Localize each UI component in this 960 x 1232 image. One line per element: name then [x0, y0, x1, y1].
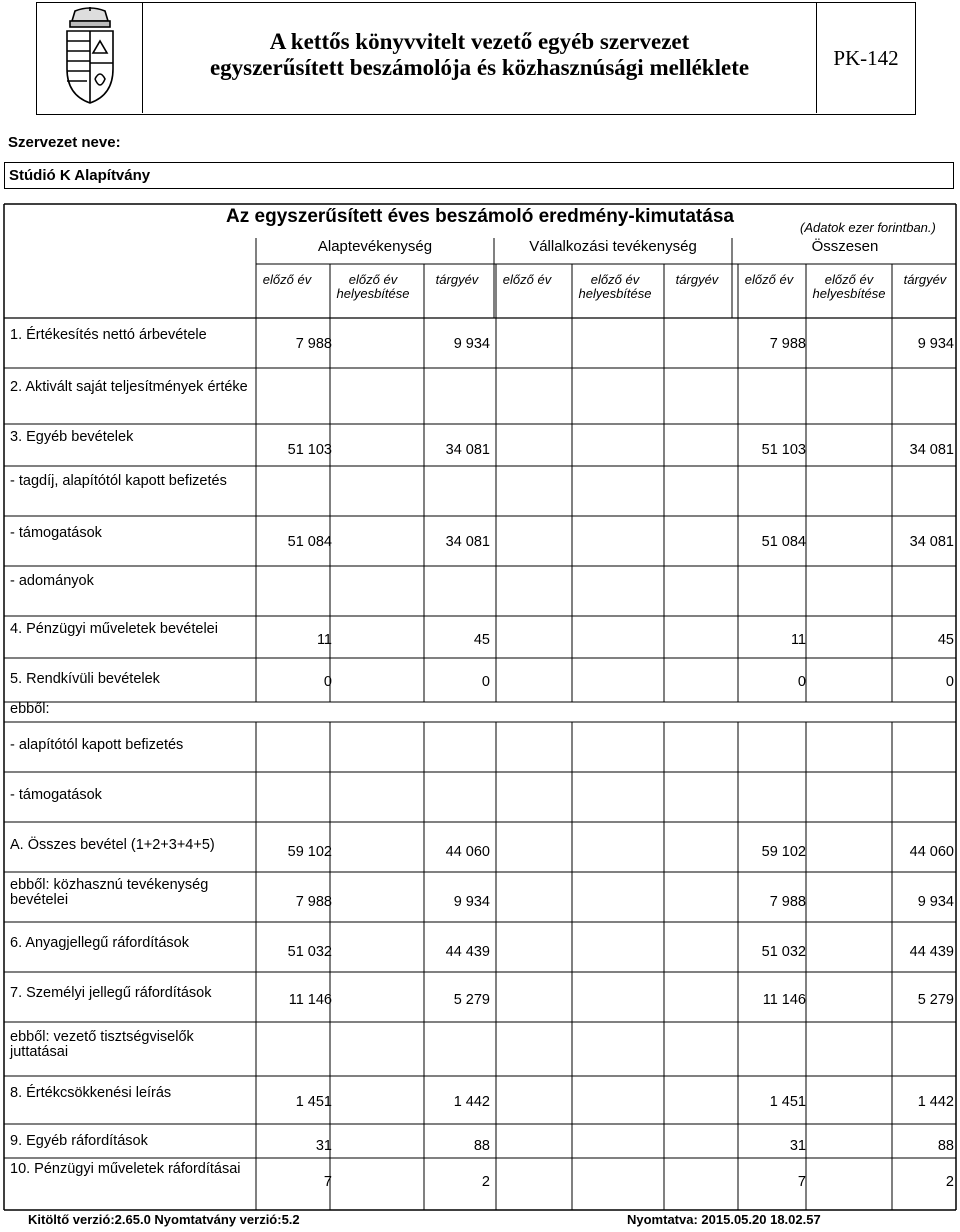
row-value: 5 279: [917, 992, 954, 1008]
row-value: 51 084: [761, 534, 806, 550]
row-value: 34 081: [445, 534, 490, 550]
row-value: 1 451: [769, 1094, 806, 1110]
col-business-curr: tárgyév: [675, 272, 719, 287]
row-label: 4. Pénzügyi műveletek bevételei: [10, 621, 218, 637]
row-value: 1 442: [917, 1094, 954, 1110]
col-total-curr: tárgyév: [903, 272, 947, 287]
footer-version: Kitöltő verzió:2.65.0 Nyomtatvány verzió:5.2: [28, 1212, 300, 1227]
row-value: 88: [473, 1138, 490, 1154]
row-value: 59 102: [761, 844, 806, 860]
col-business-adj-line1: előző év: [590, 272, 640, 287]
row-value: 1 451: [295, 1094, 332, 1110]
col-business-adj-line2: helyesbítése: [578, 286, 652, 301]
row-label: A. Összes bevétel (1+2+3+4+5): [10, 837, 215, 853]
row-label: 10. Pénzügyi műveletek ráfordításai: [10, 1161, 241, 1177]
row-value: 7: [323, 1174, 332, 1190]
row-value: 11 146: [288, 992, 332, 1008]
group-basic: Alaptevékenység: [317, 238, 433, 255]
row-value: 34 081: [909, 534, 954, 550]
row-value: 51 032: [761, 944, 806, 960]
row-value: 34 081: [909, 442, 954, 458]
col-total-adj: [806, 273, 892, 301]
row-value: 9 934: [917, 894, 954, 910]
row-label: 1. Értékesítés nettó árbevétele: [10, 327, 207, 343]
row-label: - adományok: [10, 573, 94, 589]
row-label: 8. Értékcsökkenési leírás: [10, 1085, 172, 1101]
col-total-adj-line2: helyesbítése: [812, 286, 886, 301]
row-value: 5 279: [453, 992, 490, 1008]
report-title: Az egyszerűsített éves beszámoló eredmény-kimutatása: [226, 206, 734, 227]
row-value: 0: [481, 674, 490, 690]
col-business-adj: [572, 273, 658, 301]
row-value: 11: [790, 632, 806, 648]
row-label: ebből:: [10, 701, 50, 717]
footer-printed: Nyomtatva: 2015.05.20 18.02.57: [627, 1212, 821, 1227]
form-title-line2: egyszerűsített beszámolója és közhasznúsági melléklete: [209, 55, 750, 80]
row-value: 51 103: [287, 442, 332, 458]
col-total-adj-line1: előző év: [824, 272, 874, 287]
row-value: 7: [797, 1174, 806, 1190]
row-value: 9 934: [917, 336, 954, 352]
row-value: 0: [945, 674, 954, 690]
group-business: Vállalkozási tevékenység: [529, 238, 697, 255]
col-basic-adj: [330, 273, 416, 301]
row-value: 34 081: [445, 442, 490, 458]
row-value: 31: [789, 1138, 806, 1154]
row-value: 7 988: [769, 894, 806, 910]
col-basic-adj-line2: helyesbítése: [336, 286, 410, 301]
row-value: 88: [937, 1138, 954, 1154]
row-value: 51 032: [287, 944, 332, 960]
row-value: 2: [945, 1174, 954, 1190]
row-value: 11 146: [762, 992, 806, 1008]
row-label: 5. Rendkívüli bevételek: [10, 671, 160, 687]
row-label: - tagdíj, alapítótól kapott befizetés: [10, 473, 227, 489]
row-value: 44 060: [909, 844, 954, 860]
row-label: 3. Egyéb bevételek: [10, 429, 134, 445]
row-label: 6. Anyagjellegű ráfordítások: [10, 935, 189, 951]
row-label: 2. Aktivált saját teljesítmények értéke: [10, 379, 248, 395]
report-unit: (Adatok ezer forintban.): [800, 220, 936, 235]
row-value: 51 084: [287, 534, 332, 550]
row-value: 45: [937, 632, 954, 648]
row-value: 45: [473, 632, 490, 648]
row-value: 11: [316, 632, 332, 648]
row-label: - támogatások: [10, 787, 102, 803]
row-value: 0: [797, 674, 806, 690]
row-value: 1 442: [453, 1094, 490, 1110]
row-value: 59 102: [287, 844, 332, 860]
row-value: 44 439: [909, 944, 954, 960]
row-value: 31: [315, 1138, 332, 1154]
row-value: 44 439: [445, 944, 490, 960]
org-name-field: Stúdió K Alapítvány: [4, 162, 954, 189]
row-value: 9 934: [453, 894, 490, 910]
row-label: 9. Egyéb ráfordítások: [10, 1133, 148, 1149]
row-value: 7 988: [295, 894, 332, 910]
row-value: 7 988: [769, 336, 806, 352]
form-title-line1: A kettős könyvvitelt vezető egyéb szervezet: [269, 29, 690, 54]
row-value: 2: [481, 1174, 490, 1190]
col-business-prev: előző év: [502, 272, 552, 287]
row-value: 7 988: [295, 336, 332, 352]
col-basic-curr: tárgyév: [435, 272, 479, 287]
row-label: - alapítótól kapott befizetés: [10, 737, 184, 753]
row-label: - támogatások: [10, 525, 102, 541]
org-name-label: Szervezet neve:: [8, 134, 121, 151]
row-value: 51 103: [761, 442, 806, 458]
row-value: 9 934: [453, 336, 490, 352]
form-code: PK-142: [833, 46, 899, 70]
row-label: ebből: közhasznú tevékenység bevételei: [10, 877, 209, 908]
col-basic-prev: előző év: [262, 272, 312, 287]
row-label: 7. Személyi jellegű ráfordítások: [10, 985, 212, 1001]
row-label: ebből: vezető tisztségviselők juttatásai: [10, 1029, 194, 1060]
row-value: 0: [323, 674, 332, 690]
col-basic-adj-line1: előző év: [348, 272, 398, 287]
col-total-prev: előző év: [744, 272, 794, 287]
group-total: Összesen: [811, 238, 879, 255]
row-value: 44 060: [445, 844, 490, 860]
